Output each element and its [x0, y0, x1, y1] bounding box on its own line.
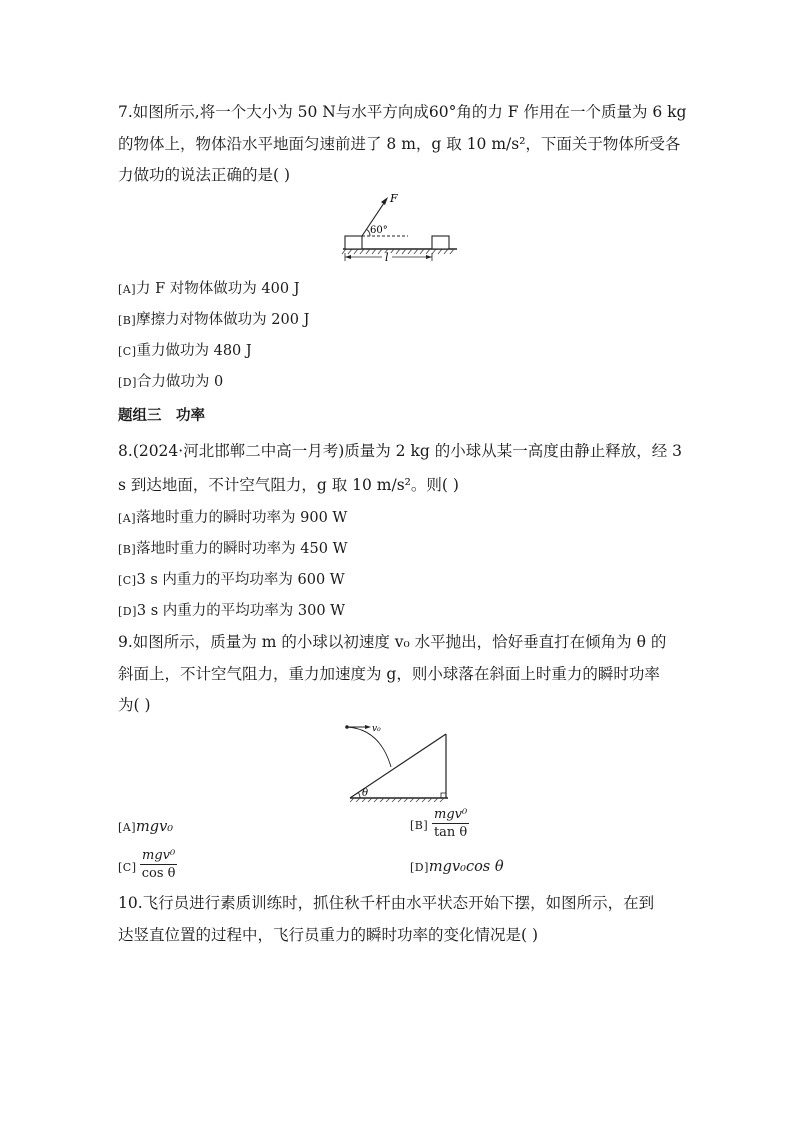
option-label: [A]	[118, 821, 137, 834]
q8-line-1: 8.(2024·河北邯郸二中高一月考)质量为 2 kg 的小球从某一高度由静止释放，经 3	[118, 442, 683, 460]
velocity-label: v₀	[372, 724, 381, 734]
option-label: [B]	[410, 819, 429, 832]
q8-option-a[interactable]	[118, 509, 347, 528]
q9-figure	[338, 722, 453, 802]
option-text: 3 s 内重力的平均功率为 600 W	[136, 572, 345, 588]
option-label: [A]	[118, 512, 137, 525]
velocity-arrowhead	[365, 725, 371, 729]
option-text: 落地时重力的瞬时功率为 900 W	[136, 510, 348, 526]
q10-line-2: 达竖直位置的过程中，飞行员重力的瞬时功率的变化情况是( )	[118, 926, 539, 944]
q8-line-2: s 到达地面，不计空气阻力，g 取 10 m/s²。则( )	[118, 476, 459, 494]
q7-option-d[interactable]	[118, 373, 223, 392]
trajectory	[347, 727, 391, 767]
length-label: l	[385, 251, 389, 264]
q7-line-2: 的物体上，物体沿水平地面匀速前进了 8 m，g 取 10 m/s²，下面关于物体所受各	[118, 135, 681, 153]
q7-option-c[interactable]	[118, 342, 252, 361]
option-label: [D]	[118, 376, 137, 389]
q9-line-3: 为( )	[118, 696, 151, 714]
q7-line-3: 力做功的说法正确的是( )	[118, 166, 291, 184]
q7-option-b[interactable]	[118, 311, 309, 330]
option-label: [B]	[118, 314, 137, 327]
force-arrowhead	[381, 197, 388, 205]
q9-line-2: 斜面上，不计空气阻力，重力加速度为 g，则小球落在斜面上时重力的瞬时功率	[118, 665, 660, 683]
option-label: [A]	[118, 283, 137, 296]
force-label: F	[390, 192, 398, 205]
q9-option-c[interactable]	[118, 858, 137, 877]
q9-option-b[interactable]	[410, 816, 428, 835]
option-text: mgv₀	[136, 819, 174, 835]
q7-option-a[interactable]	[118, 280, 300, 299]
q7-line-1: 7.如图所示,将一个大小为 50 N与水平方向成60°角的力 F 作用在一个质量为 6 kg	[118, 103, 687, 121]
q9-option-b-fraction	[432, 807, 469, 841]
option-label: [B]	[118, 543, 137, 556]
option-text: 力 F 对物体做功为 400 J	[136, 281, 300, 297]
option-label: [C]	[118, 345, 137, 358]
q9-option-c-fraction	[140, 848, 177, 882]
block-end	[432, 236, 449, 249]
q10-line-1: 10.飞行员进行素质训练时，抓住秋千杆由水平状态开始下摆，如图所示，在到	[118, 894, 655, 912]
fraction-denominator: cos θ	[141, 866, 176, 881]
q8-option-d[interactable]	[118, 602, 345, 621]
option-label: [D]	[410, 861, 429, 874]
fraction-numerator: mgv⁰	[142, 848, 176, 863]
option-text: 摩擦力对物体做功为 200 J	[136, 312, 310, 328]
option-text: 3 s 内重力的平均功率为 300 W	[136, 603, 346, 619]
section-heading: 题组三 功率	[118, 408, 205, 424]
option-text: 合力做功为 0	[136, 374, 224, 390]
option-text: 落地时重力的瞬时功率为 450 W	[136, 541, 348, 557]
fraction-numerator: mgv⁰	[434, 807, 468, 822]
option-text: mgv₀cos θ	[428, 859, 504, 875]
q9-line-1: 9.如图所示，质量为 m 的小球以初速度 v₀ 水平抛出，恰好垂直打在倾角为 θ 的	[118, 633, 667, 651]
option-label: [D]	[118, 605, 137, 618]
q8-option-c[interactable]	[118, 571, 345, 590]
option-label: [C]	[118, 861, 137, 874]
option-text: 重力做功为 480 J	[136, 343, 252, 359]
fraction-denominator: tan θ	[433, 825, 468, 840]
q9-option-a[interactable]	[118, 818, 173, 837]
angle-label: 60°	[370, 225, 388, 236]
q8-option-b[interactable]	[118, 540, 347, 559]
q9-option-d[interactable]	[410, 858, 504, 877]
option-label: [C]	[118, 574, 137, 587]
angle-label: θ	[362, 788, 369, 799]
block-start	[345, 236, 362, 249]
q7-figure	[340, 192, 460, 264]
